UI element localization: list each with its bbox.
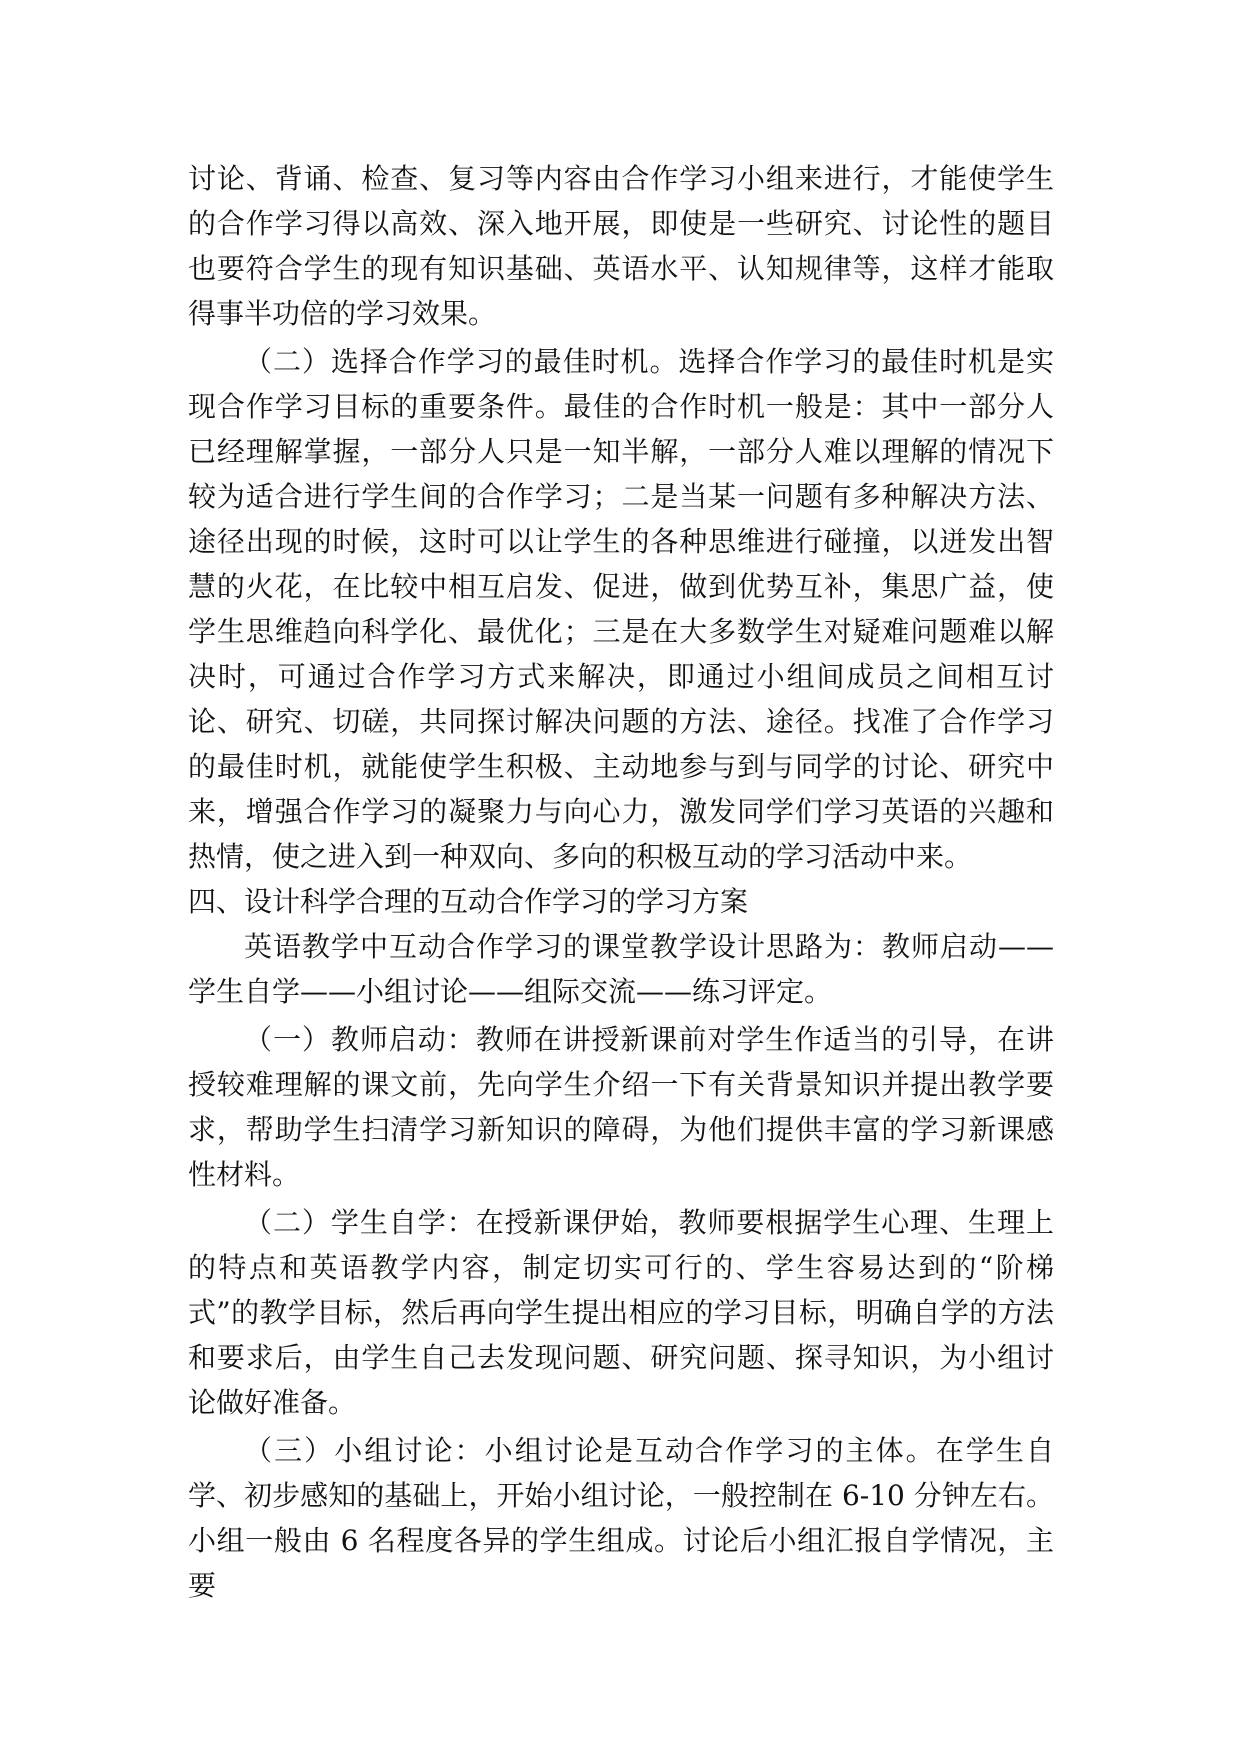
document-body bbox=[188, 156, 1054, 1608]
paragraph-self-study: （二）学生自学：在授新课伊始，教师要根据学生心理、生理上的特点和英语教学内容，制定切实可行的、学生容易达到的“阶梯式”的教学目标，然后再向学生提出相应的学习目标，明确自学的方法和要求后，由学生自己去发现问题、研究问题、探寻知识，为小组讨论做好准备。 bbox=[188, 1206, 1054, 1419]
paragraph-best-timing: （二）选择合作学习的最佳时机。选择合作学习的最佳时机是实现合作学习目标的重要条件。最佳的合作时机一般是：其中一部分人已经理解掌握，一部分人只是一知半解，一部分人难以理解的情况下较为适合进行学生间的合作学习；二是当某一问题有多种解决方法、途径出现的时候，这时可以让学生的各种思维进行碰撞，以迸发出智慧的火花，在比较中相互启发、促进，做到优势互补，集思广益，使学生思维趋向科学化、最优化；三是在大多数学生对疑难问题难以解决时，可通过合作学习方式来解决，即通过小组间成员之间相互讨论、研究、切磋，共同探讨解决问题的方法、途径。找准了合作学习的最佳时机，就能使学生积极、主动地参与到与同学的讨论、研究中来，增强合作学习的凝聚力与向心力，激发同学们学习英语的兴趣和热情，使之进入到一种双向、多向的积极互动的学习活动中来。 bbox=[188, 345, 1054, 873]
section-heading-four: 四、设计科学合理的互动合作学习的学习方案 bbox=[188, 885, 749, 918]
paragraph-design-approach: 英语教学中互动合作学习的课堂教学设计思路为：教师启动——学生自学——小组讨论——组际交流——练习评定。 bbox=[188, 930, 1054, 1008]
paragraph-teacher-start: （一）教师启动：教师在讲授新课前对学生作适当的引导，在讲授较难理解的课文前，先向学生介绍一下有关背景知识并提出教学要求，帮助学生扫清学习新知识的障碍，为他们提供丰富的学习新课感性材料。 bbox=[188, 1023, 1054, 1191]
paragraph-cooperative-content: 讨论、背诵、检查、复习等内容由合作学习小组来进行，才能使学生的合作学习得以高效、深入地开展，即使是一些研究、讨论性的题目也要符合学生的现有知识基础、英语水平、认知规律等，这样才能取得事半功倍的学习效果。 bbox=[188, 162, 1054, 330]
paragraph-group-discussion: （三）小组讨论：小组讨论是互动合作学习的主体。在学生自学、初步感知的基础上，开始小组讨论，一般控制在 6-10 分钟左右。小组一般由 6 名程度各异的学生组成。讨论后小组汇报自学情况，主要 bbox=[188, 1434, 1054, 1602]
